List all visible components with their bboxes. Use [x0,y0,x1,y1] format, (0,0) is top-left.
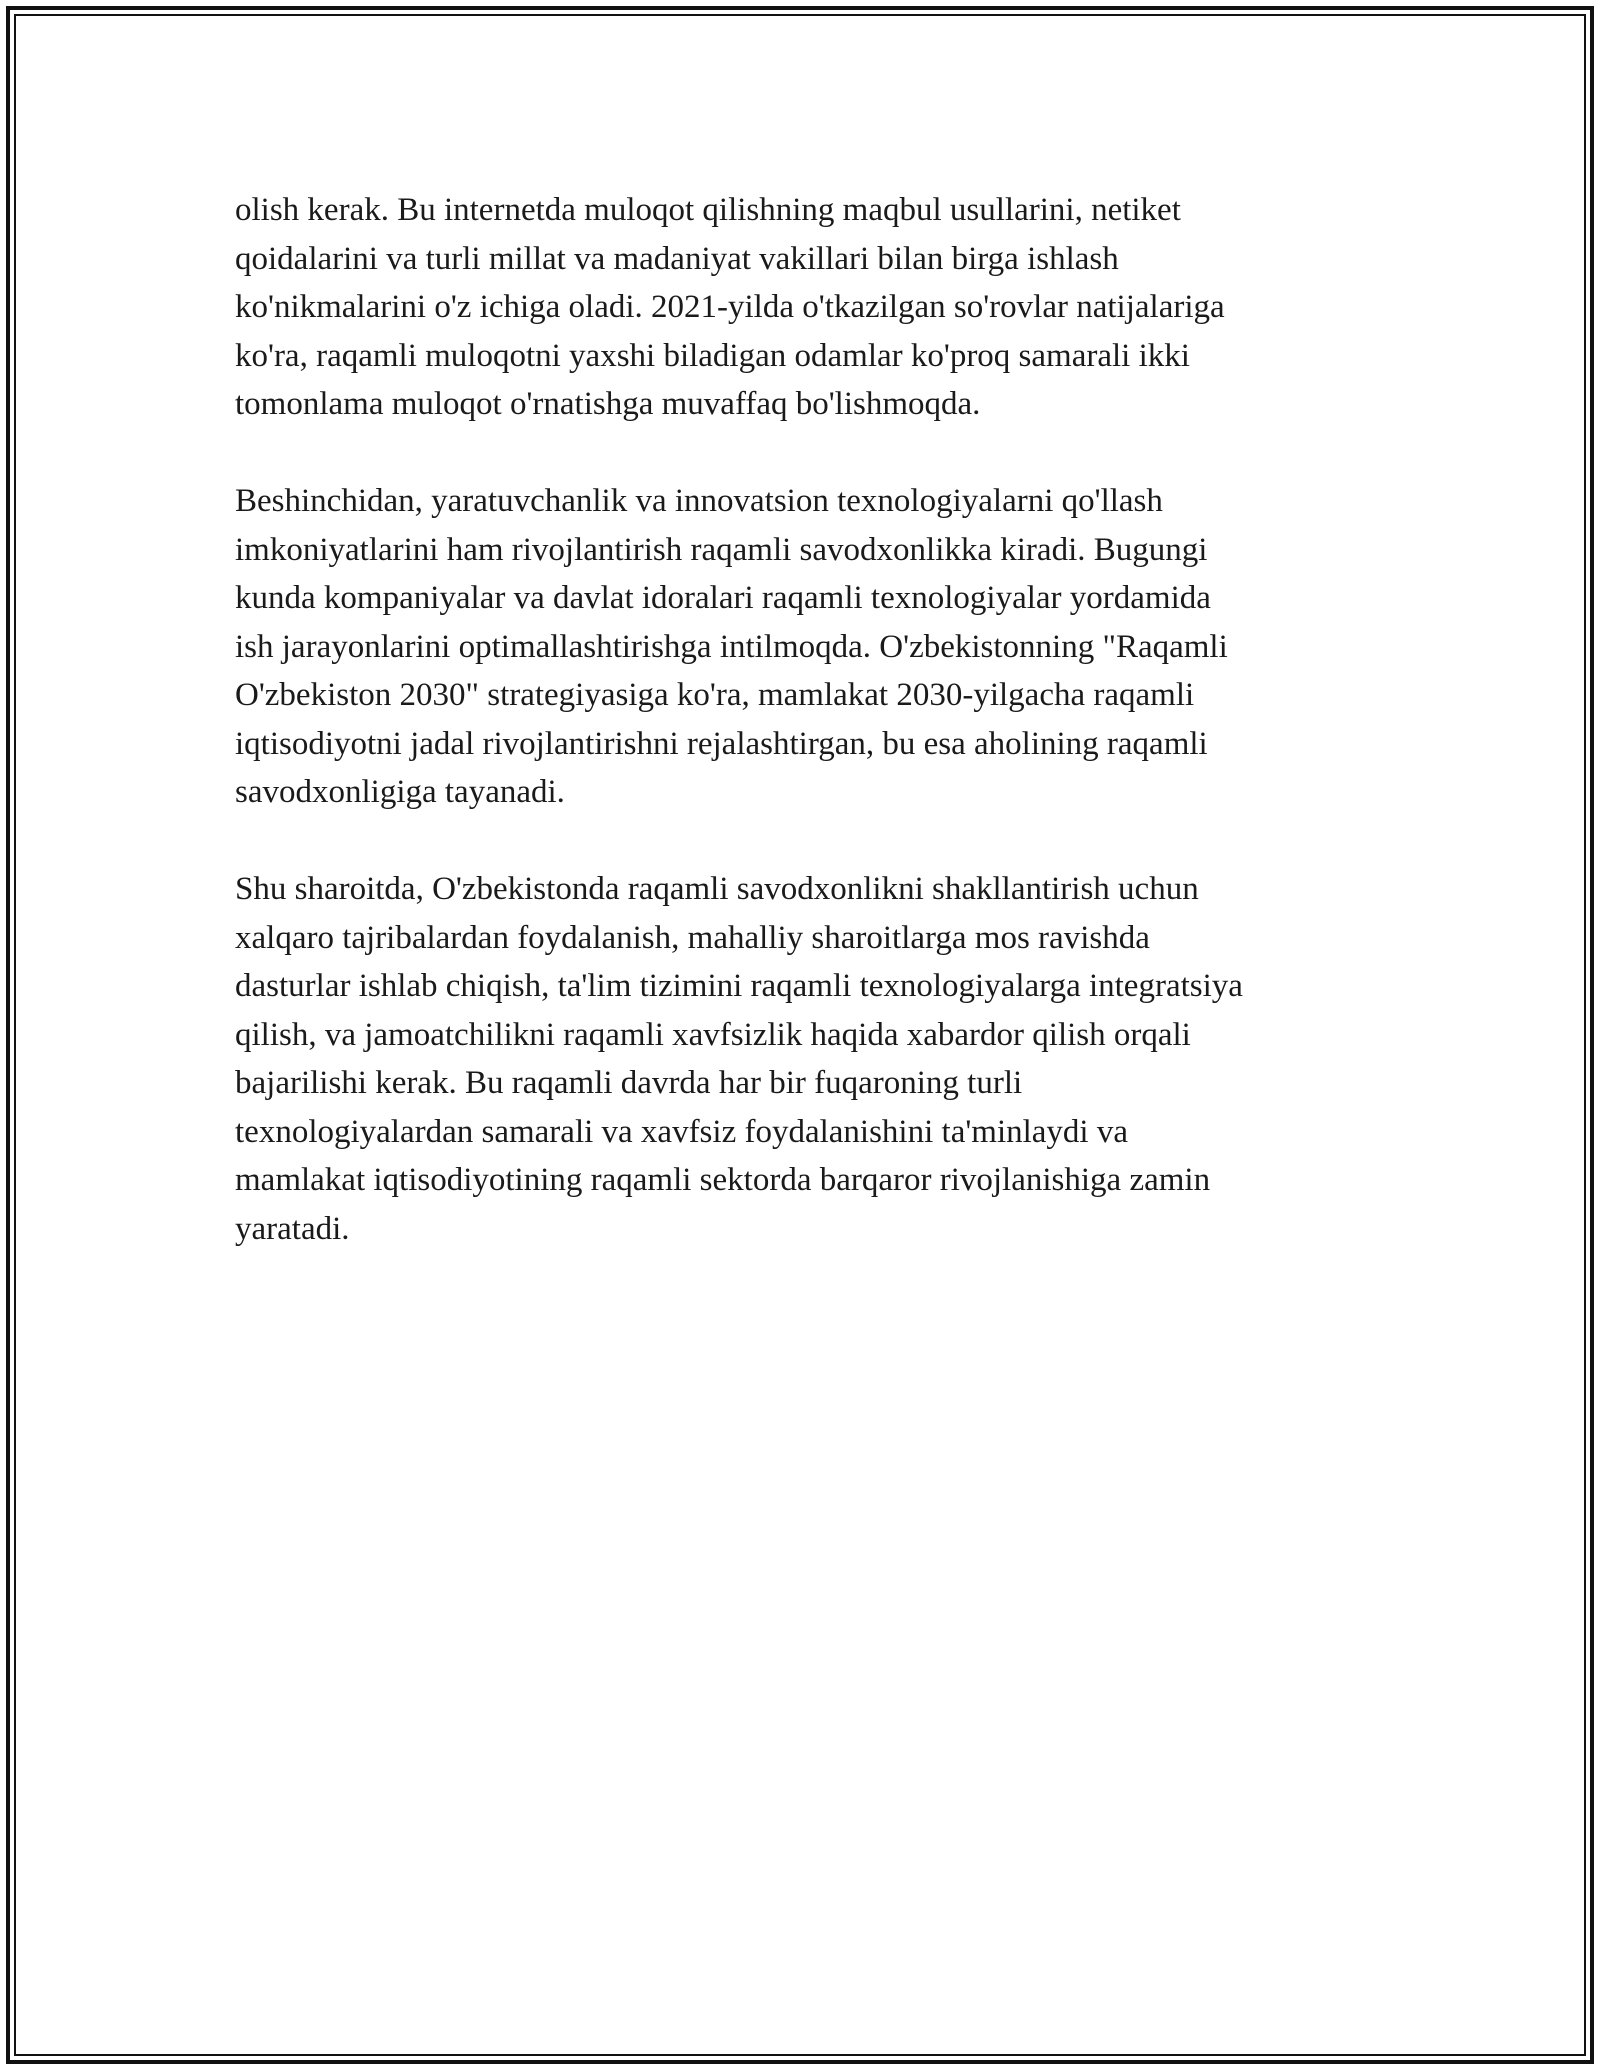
paragraph-1: olish kerak. Bu internetda muloqot qilishning maqbul usullarini, netiket qoidalarini va turli millat va madaniyat vakillari bilan birga ishlash ko'nikmalarini o'z ichiga oladi. 2021-yilda o'tkazilgan so'rovlar natijalariga ko'ra, raqamli muloqotni yaxshi biladigan odamlar ko'proq samarali ikki tomonlama muloqot o'rnatishga muvaffaq bo'lishmoqda. [235,192,1225,422]
page-content [235,186,1385,1302]
paragraph-3: Shu sharoitda, O'zbekistonda raqamli savodxonlikni shakllantirish uchun xalqaro tajribalardan foydalanish, mahalliy sharoitlarga mos ravishda dasturlar ishlab chiqish, ta'lim tizimini raqamli texnologiyalarga integratsiya qilish, va jamoatchilikni raqamli xavfsizlik haqida xabardor qilish orqali bajarilishi kerak. Bu raqamli davrda har bir fuqaroning turli texnologiyalardan samarali va xavfsiz foydalanishini ta'minlaydi va mamlakat iqtisodiyotining raqamli sektorda barqaror rivojlanishiga zamin yaratadi. [235,871,1243,1247]
paragraph-2: Beshinchidan, yaratuvchanlik va innovatsion texnologiyalarni qo'llash imkoniyatlarini ham rivojlantirish raqamli savodxonlikka kiradi. Bugungi kunda kompaniyalar va davlat idoralari raqamli texnologiyalar yordamida ish jarayonlarini optimallashtirishga intilmoqda. O'zbekistonning "Raqamli O'zbekiston 2030" strategiyasiga ko'ra, mamlakat 2030-yilgacha raqamli iqtisodiyotni jadal rivojlantirishni rejalashtirgan, bu esa aholining raqamli savodxonligiga tayanadi. [235,483,1228,810]
